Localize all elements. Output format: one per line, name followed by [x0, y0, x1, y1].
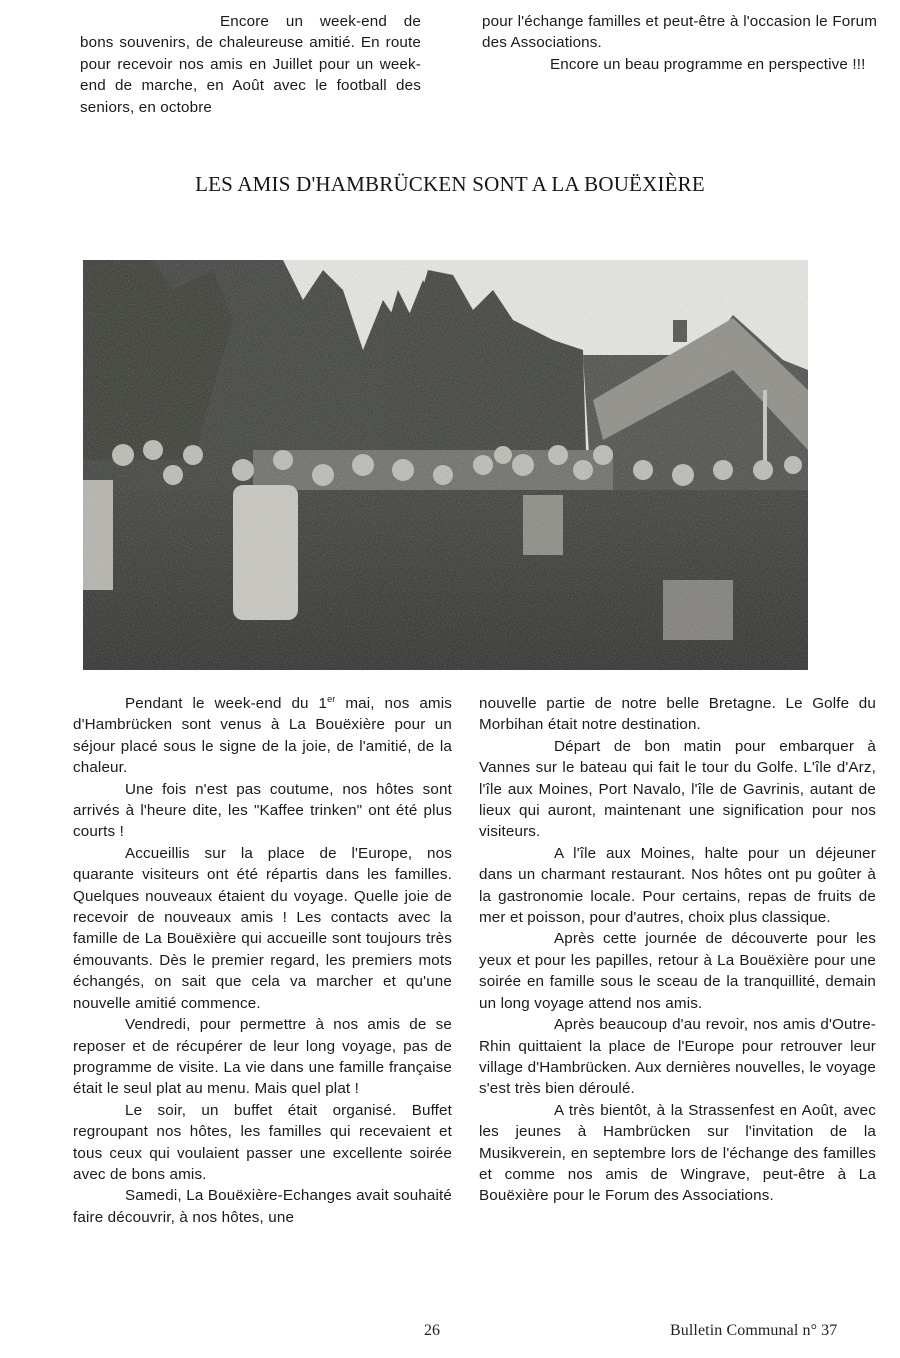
ordinal-superscript: er	[327, 693, 336, 704]
paragraph: Après cette journée de découverte pour les yeux et pour les papilles, retour à La Bouëxière pour une soirée en famille sous le sceau de la tranquillité, demain un long voyage attend nos amis.	[479, 930, 876, 1012]
article-left-column	[73, 693, 452, 1228]
group-photo-image	[83, 260, 808, 670]
paragraph: Après beaucoup d'au revoir, nos amis d'Outre-Rhin quittaient la place de l'Europe pour retrouver leur village d'Hambrücken. Aux dernières nouvelles, le voyage s'est très bien déroulé.	[479, 1016, 876, 1098]
paragraph: Encore un week-end de bons souvenirs, de chaleureuse amitié. En route pour recevoir nos amis en Juillet pour un week-end de marche, en Août avec le football des seniors, en octobre	[80, 13, 421, 116]
paragraph: A très bientôt, à la Strassenfest en Août, avec les jeunes à Hambrücken sur l'invitation de la Musikverein, en septembre lors de l'échange des familles et comme nos amis de Wingrave, peut-être à La Bouëxière pour le Forum des Associations.	[479, 1101, 876, 1205]
publication-name: Bulletin Communal n° 37	[670, 1322, 838, 1339]
paragraph-text: Pendant le week-end du 1	[125, 695, 328, 712]
paragraph: Une fois n'est pas coutume, nos hôtes sont arrivés à l'heure dite, les "Kaffee trinken" ont été plus courts !	[73, 780, 452, 841]
paragraph: Accueillis sur la place de l'Europe, nos quarante visiteurs ont été répartis dans les familles. Quelques nouveaux étaient du voyage. Quelle joie de recevoir de nouveaux amis ! Les contacts avec la famille de La Bouëxière qui accueille sont toujours très émouvants. Dès le premier regard, les premiers mots échangés, on sait que cela va marcher et qu'une nouvelle amitié commence.	[73, 844, 452, 1012]
article-title: LES AMIS D'HAMBRÜCKEN SONT A LA BOUËXIÈRE	[195, 172, 705, 196]
top-left-column	[80, 11, 421, 118]
paragraph: Samedi, La Bouëxière-Echanges avait souhaité faire découvrir, à nos hôtes, une	[73, 1187, 452, 1226]
paragraph: Départ de bon matin pour embarquer à Vannes sur le bateau qui fait le tour du Golfe. L'île d'Arz, l'île aux Moines, Port Navalo, l'île de Gavrinis, autant de lieux qui auront, maintenant une signification pour nos visiteurs.	[479, 737, 876, 841]
paragraph: pour l'échange familles et peut-être à l'occasion le Forum des Associations.	[482, 13, 877, 52]
paragraph-text: mai, nos amis d'Hambrücken sont venus à La Bouëxière pour un séjour placé sous le signe de la joie, de l'amitié, de la chaleur.	[73, 695, 452, 777]
paragraph: Vendredi, pour permettre à nos amis de se reposer et de récupérer de leur long voyage, pas de programme de visite. La vie dans une famille française était le seul plat au menu. Mais quel plat !	[73, 1016, 452, 1098]
paragraph	[73, 693, 452, 779]
article-right-column	[479, 693, 876, 1207]
paragraph: nouvelle partie de notre belle Bretagne. Le Golfe du Morbihan était notre destination.	[479, 695, 876, 734]
top-right-column	[482, 11, 877, 75]
paragraph: A l'île aux Moines, halte pour un déjeuner dans un charmant restaurant. Nos hôtes ont pu goûter à la gastronomie locale. Pour certains, repas de fruits de mer et poisson, pour d'autres, choix plus classique.	[479, 844, 876, 927]
paragraph: Encore un beau programme en perspective !!!	[550, 55, 866, 73]
page-number: 26	[424, 1322, 440, 1339]
paragraph: Le soir, un buffet était organisé. Buffet regroupant nos hôtes, les familles qui recevaient et tous ceux qui voulaient passer une excellente soirée avec de bons amis.	[73, 1101, 452, 1183]
group-photo	[83, 260, 808, 670]
